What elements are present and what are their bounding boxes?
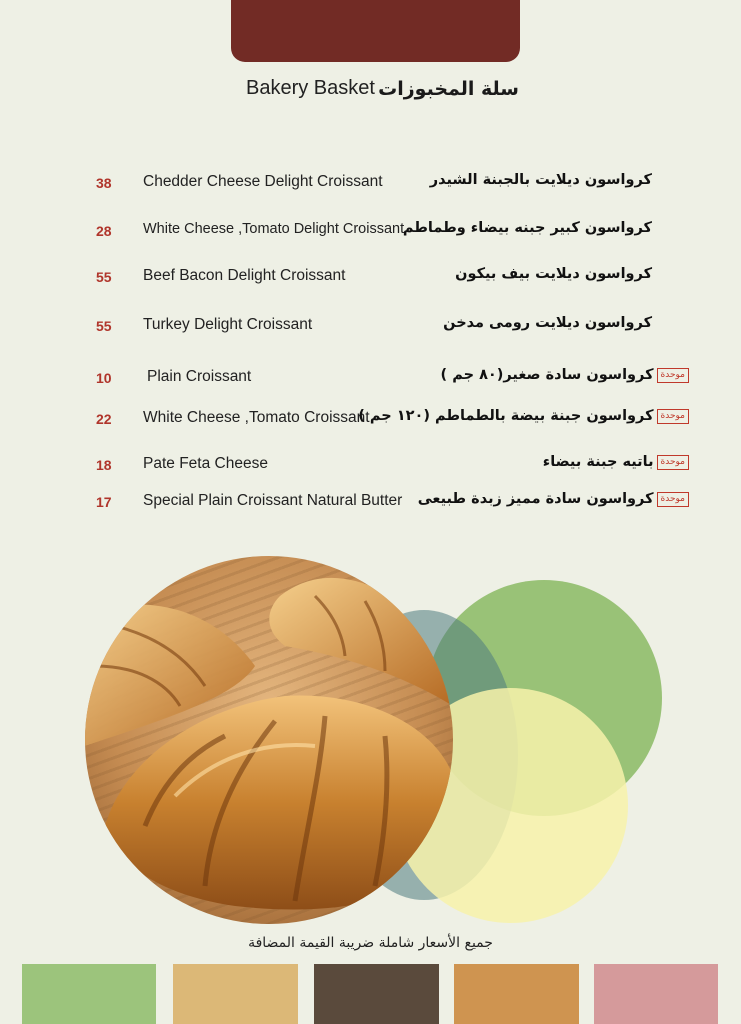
menu-item — [0, 171, 741, 197]
header-tab — [231, 0, 520, 62]
item-name-ar: كرواسون ديلايت بالجبنة الشيدر — [429, 172, 652, 188]
item-price: 17 — [96, 494, 112, 510]
item-price: 22 — [96, 411, 112, 427]
item-price: 55 — [96, 269, 112, 285]
title-english: Bakery Basket — [246, 77, 375, 99]
item-name-en: White Cheese ,Tomato Croissant — [143, 409, 370, 426]
item-name-en: White Cheese ,Tomato Delight Croissant — [143, 221, 405, 237]
unified-badge: موحدة — [657, 455, 689, 470]
title-arabic: سلة المخبوزات — [378, 78, 519, 100]
menu-item — [0, 219, 741, 245]
color-swatch-pink — [594, 964, 718, 1024]
color-swatch-orange — [454, 964, 579, 1024]
item-name-en: Pate Feta Cheese — [143, 455, 268, 472]
menu-item — [0, 407, 741, 433]
unified-badge: موحدة — [657, 492, 689, 507]
item-name-ar: كرواسون ديلايت بيف بيكون — [455, 266, 652, 282]
item-name-ar: كرواسون ديلايت رومى مدخن — [443, 315, 652, 331]
item-price: 10 — [96, 370, 112, 386]
color-swatch-tan — [173, 964, 298, 1024]
croissant-illustration — [85, 556, 453, 924]
item-name-ar: كرواسون سادة مميز زبدة طبيعى — [417, 491, 654, 507]
item-name-ar-row — [418, 491, 689, 507]
item-name-en: Special Plain Croissant Natural Butter — [143, 492, 403, 509]
item-name-en: Beef Bacon Delight Croissant — [143, 267, 346, 284]
item-price: 18 — [96, 457, 112, 473]
color-swatch-green — [22, 964, 156, 1024]
menu-item — [0, 453, 741, 479]
item-name-ar: باتيه جبنة بيضاء — [542, 454, 654, 470]
item-name-en: Chedder Cheese Delight Croissant — [143, 173, 383, 190]
item-name-ar: كرواسون كبير جبنه بيضاء وطماطم — [402, 220, 652, 236]
item-name-ar-row — [358, 408, 689, 424]
item-name-ar-row — [543, 454, 689, 470]
item-name-en: Turkey Delight Croissant — [143, 316, 313, 333]
item-name-ar: كرواسون سادة صغير(٨٠ جم ) — [440, 367, 654, 383]
vat-note: جميع الأسعار شاملة ضريبة القيمة المضافة — [248, 935, 493, 951]
menu-item — [0, 314, 741, 340]
menu-item — [0, 366, 741, 392]
item-price: 38 — [96, 175, 112, 191]
menu-item — [0, 490, 741, 516]
unified-badge: موحدة — [657, 368, 689, 383]
menu-item — [0, 265, 741, 291]
unified-badge: موحدة — [657, 409, 689, 424]
item-name-en: Plain Croissant — [147, 368, 252, 385]
item-name-ar-row — [441, 367, 689, 383]
item-name-ar: كرواسون جبنة بيضة بالطماطم (١٢٠ جم ) — [358, 408, 654, 424]
item-price: 55 — [96, 318, 112, 334]
croissant-photo — [85, 556, 453, 924]
item-price: 28 — [96, 223, 112, 239]
color-swatch-brown — [314, 964, 439, 1024]
